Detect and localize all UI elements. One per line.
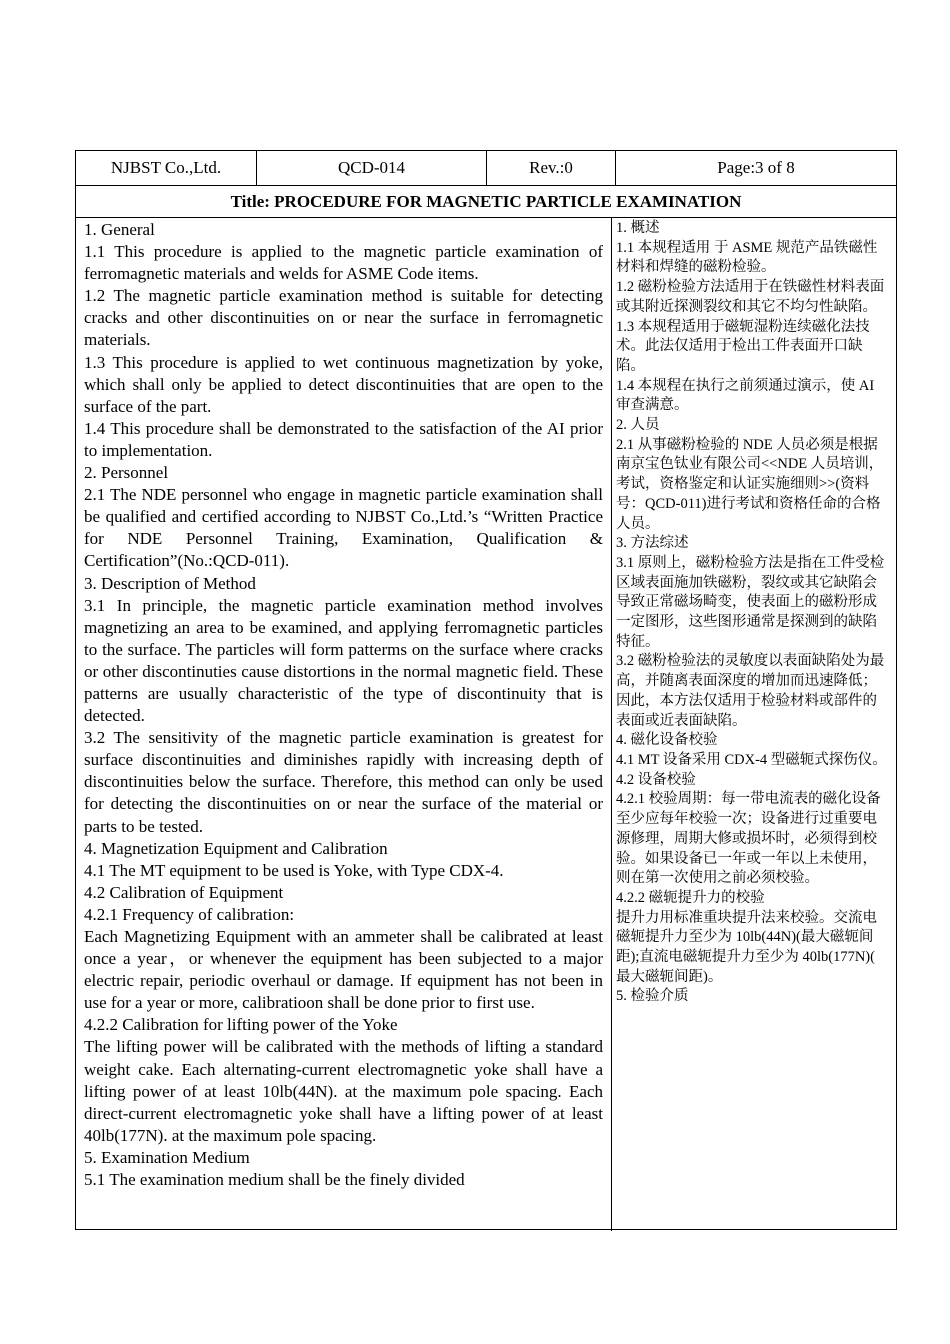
english-paragraph: 1.4 This procedure shall be demonstrated to the satisfaction of the AI prior to implementation.: [84, 418, 603, 460]
english-paragraph: 3.1 In principle, the magnetic particle examination method involves magnetizing an area to be examined, and applying ferromagnetic particles to the surface. The particles will form patterms on the surface where cracks or other discontinuties cause distortions in the normal magnetic field. These patterns are usually characteristic of the type of discontinuity that is detected.: [84, 595, 603, 726]
chinese-paragraph: 1.3 本规程适用于磁轭湿粉连续磁化法技术。此法仅适用于检出工件表面开口缺陷。: [616, 318, 870, 374]
english-paragraph: 4.1 The MT equipment to be used is Yoke, with Type CDX-4.: [84, 860, 504, 880]
chinese-paragraph: 3. 方法综述: [616, 535, 689, 552]
chinese-paragraph: 提升力用标准重块提升法来校验。交流电磁轭提升力至少为 10lb(44N)(最大磁轭间距);直流电磁轭提升力至少为 40lb(177N)( 最大磁轭间距)。: [616, 909, 877, 985]
company-cell: NJBST Co.,Ltd.: [76, 151, 257, 185]
english-paragraph: 1.1 This procedure is applied to the magnetic particle examination of ferromagnetic materials and welds for ASME Code items.: [84, 242, 603, 284]
doc-number-cell: QCD-014: [257, 151, 487, 185]
english-column: [76, 218, 612, 1231]
chinese-paragraph: 1.1 本规程适用 于 ASME 规范产品铁磁性材料和焊缝的磁粉检验。: [616, 239, 878, 276]
chinese-paragraph: 3.1 原则上，磁粉检验方法是指在工件受检区域表面施加铁磁粉，裂纹或其它缺陷会导致正常磁场畸变，使表面上的磁粉形成一定图形，这些图形通常是探测到的缺陷特征。: [616, 554, 885, 650]
english-paragraph: 4.2.2 Calibration for lifting power of the Yoke: [84, 1015, 398, 1035]
chinese-paragraph: 1. 概述: [616, 220, 660, 236]
page-number-cell: Page:3 of 8: [717, 158, 795, 177]
english-paragraph: 3. Description of Method: [84, 573, 256, 593]
document-table: [75, 150, 897, 1230]
english-paragraph: Each Magnetizing Equipment with an ammeter shall be calibrated at least once a year，or whenever the equipment has been subjected to a major electric repair, periodic overhaul or damage. If equipment has not been in use for a year or more, calibratioon shall be done prior to first use.: [84, 927, 603, 1013]
english-paragraph: 1.3 This procedure is applied to wet continuous magnetization by yoke, which shall only be applied to detect discontinuities that are open to the surface of the part.: [84, 352, 603, 416]
english-paragraph: 4. Magnetization Equipment and Calibration: [84, 838, 388, 858]
english-paragraph: 1. General: [84, 220, 155, 239]
chinese-paragraph: 1.2 磁粉检验方法适用于在铁磁性材料表面或其附近探测裂纹和其它不均匀性缺陷。: [616, 279, 885, 315]
revision-cell: Rev.:0: [487, 151, 616, 185]
chinese-paragraph: 5. 检验介质: [616, 988, 689, 1005]
english-paragraph: 5.1 The examination medium shall be the finely divided: [84, 1170, 465, 1190]
english-paragraph: The lifting power will be calibrated with the methods of lifting a standard weight cake. Each alternating-current electromagnetic yoke shall have a lifting power of at least 10lb(44N). at the maximum pole spacing. Each direct-current electromagnetic yoke shall have a lifting power of at least 40lb(177N). at the maximum pole spacing.: [84, 1037, 603, 1145]
chinese-column: [612, 218, 896, 1231]
chinese-paragraph: 4.2 设备校验: [616, 771, 696, 788]
english-paragraph: 3.2 The sensitivity of the magnetic particle examination is greatest for surface discontinuities and diminishes rapidly with increasing depth of discontinuities below the surface. Therefore, this method can only be used for detecting the discontinuities on or near the surface of the material or parts to be tested.: [84, 728, 603, 836]
chinese-paragraph: 3.2 磁粉检验法的灵敏度以表面缺陷处为最高，并随离表面深度的增加而迅速降低；因此，本方法仅适用于检验材料或部件的表面或近表面缺陷。: [616, 653, 885, 729]
english-paragraph: 1.2 The magnetic particle examination method is suitable for detecting cracks and other discontinuities on or near the surface in ferromagnetic materials.: [84, 286, 603, 350]
header-row: [76, 151, 896, 186]
english-paragraph: 4.2 Calibration of Equipment: [84, 882, 284, 902]
chinese-paragraph: 2. 人员: [616, 417, 660, 434]
english-paragraph: 5. Examination Medium: [84, 1147, 250, 1167]
chinese-paragraph: 4. 磁化设备校验: [616, 732, 718, 749]
english-paragraph: 2.1 The NDE personnel who engage in magnetic particle examination shall be qualified and certified according to NJBST Co.,Ltd.’s “Written Practice for NDE Personnel Training, Examination, Qualification & Certification”(No.:QCD-011).: [84, 485, 603, 571]
english-paragraph: 4.2.1 Frequency of calibration:: [84, 904, 295, 924]
chinese-paragraph: 4.1 MT 设备采用 CDX-4 型磁轭式探伤仪。: [616, 751, 887, 768]
chinese-paragraph: 2.1 从事磁粉检验的 NDE 人员必须是根据南京宝色钛业有限公司<<NDE 人员培训，考试，资格鉴定和认证实施细则>>(资料号：QCD-011)进行考试和资格任命的合格人员。: [616, 436, 884, 532]
chinese-paragraph: 4.2.2 磁轭提升力的校验: [616, 889, 765, 906]
english-paragraph: 2. Personnel: [84, 463, 169, 483]
content-row: [76, 218, 896, 1231]
chinese-paragraph: 4.2.1 校验周期：每一带电流表的磁化设备至少应每年校验一次；设备进行过重要电源修理，周期大修或损坏时，必须得到校验。如果设备已一年或一年以上未使用，则在第一次使用之前必须校验。: [616, 791, 881, 887]
document-title: Title: PROCEDURE FOR MAGNETIC PARTICLE EXAMINATION: [76, 186, 896, 218]
chinese-paragraph: 1.4 本规程在执行之前须通过演示，使 AI 审查满意。: [616, 377, 875, 414]
